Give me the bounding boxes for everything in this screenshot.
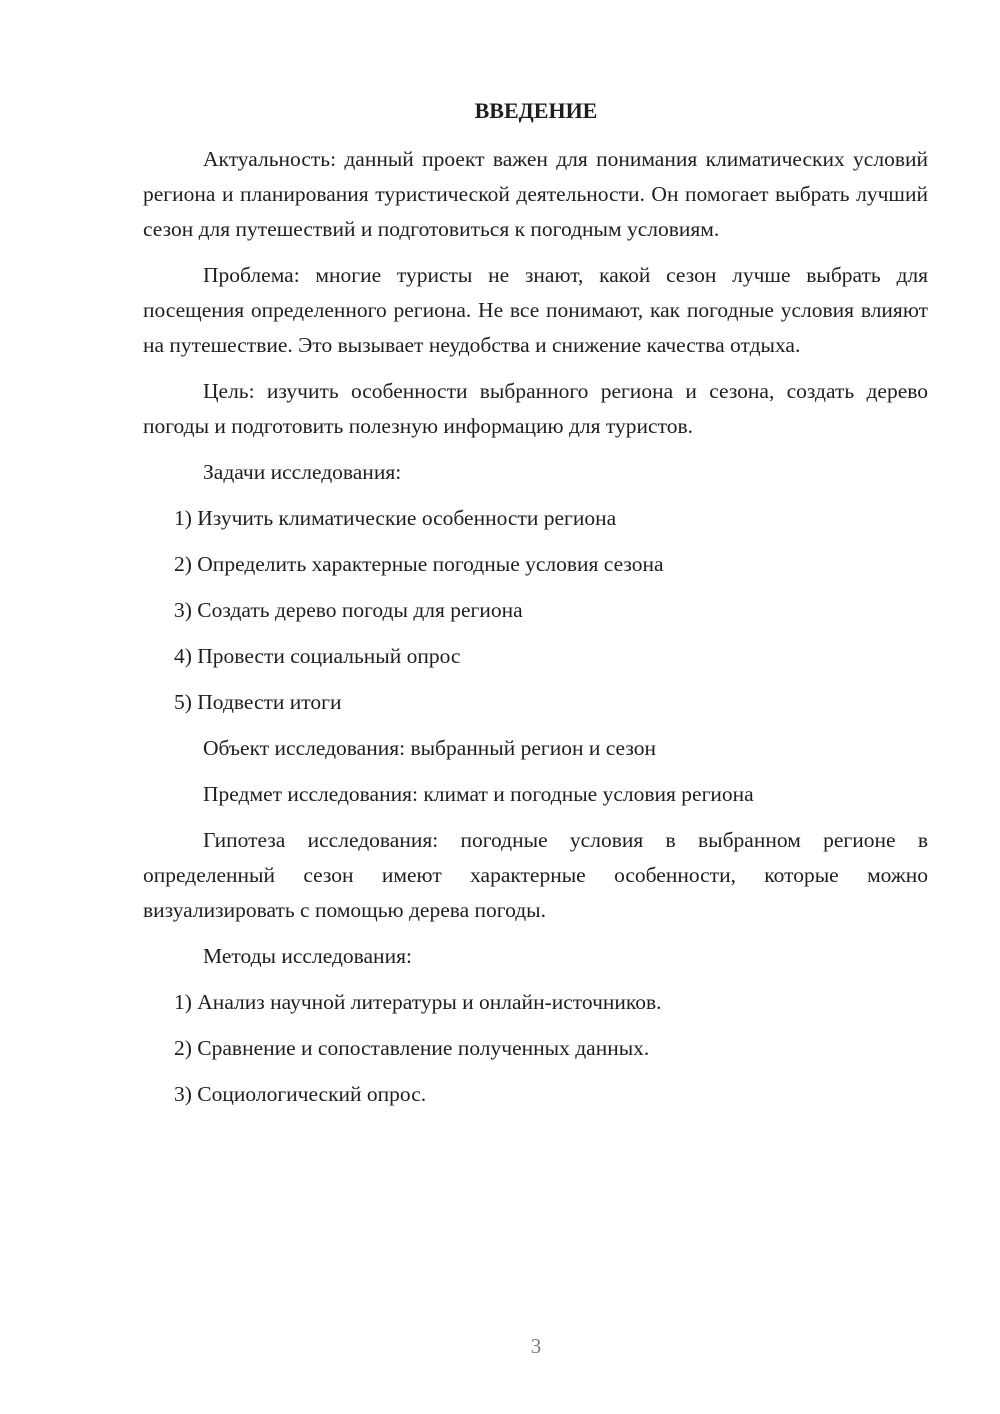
task-item: 5) Подвести итоги: [174, 690, 342, 714]
methods-heading: Методы исследования:: [203, 944, 412, 968]
method-item: 3) Социологический опрос.: [174, 1082, 427, 1106]
page-number: 3: [530, 1334, 542, 1358]
document-body: [143, 142, 928, 1112]
methods-list: [143, 985, 928, 1112]
task-item: 1) Изучить климатические особенности региона: [174, 506, 617, 530]
task-item: 3) Создать дерево погоды для региона: [174, 598, 523, 622]
relevance-paragraph: Актуальность: данный проект важен для понимания климатических условий региона и планирования туристической деятельности. Он помогает выбрать лучший сезон для путешествий и подготовиться к погодным условиям.: [143, 147, 928, 241]
page-title: ВВЕДЕНИЕ: [474, 98, 598, 123]
subject-paragraph: Предмет исследования: климат и погодные условия региона: [203, 782, 754, 806]
task-item: 4) Провести социальный опрос: [174, 644, 461, 668]
task-item: 2) Определить характерные погодные условия сезона: [174, 552, 664, 576]
tasks-list: [143, 501, 928, 720]
object-paragraph: Объект исследования: выбранный регион и сезон: [203, 736, 656, 760]
tasks-heading: Задачи исследования:: [203, 460, 402, 484]
method-item: 1) Анализ научной литературы и онлайн-источников.: [174, 990, 662, 1014]
method-item: 2) Сравнение и сопоставление полученных данных.: [174, 1036, 650, 1060]
problem-paragraph: Проблема: многие туристы не знают, какой сезон лучше выбрать для посещения определенного региона. Не все понимают, как погодные условия влияют на путешествие. Это вызывает неудобства и снижение качества отдыха.: [143, 263, 928, 357]
hypothesis-paragraph: Гипотеза исследования: погодные условия в выбранном регионе в определенный сезон имеют характерные особенности, которые можно визуализировать с помощью дерева погоды.: [143, 828, 928, 922]
goal-paragraph: Цель: изучить особенности выбранного региона и сезона, создать дерево погоды и подготовить полезную информацию для туристов.: [143, 379, 928, 438]
